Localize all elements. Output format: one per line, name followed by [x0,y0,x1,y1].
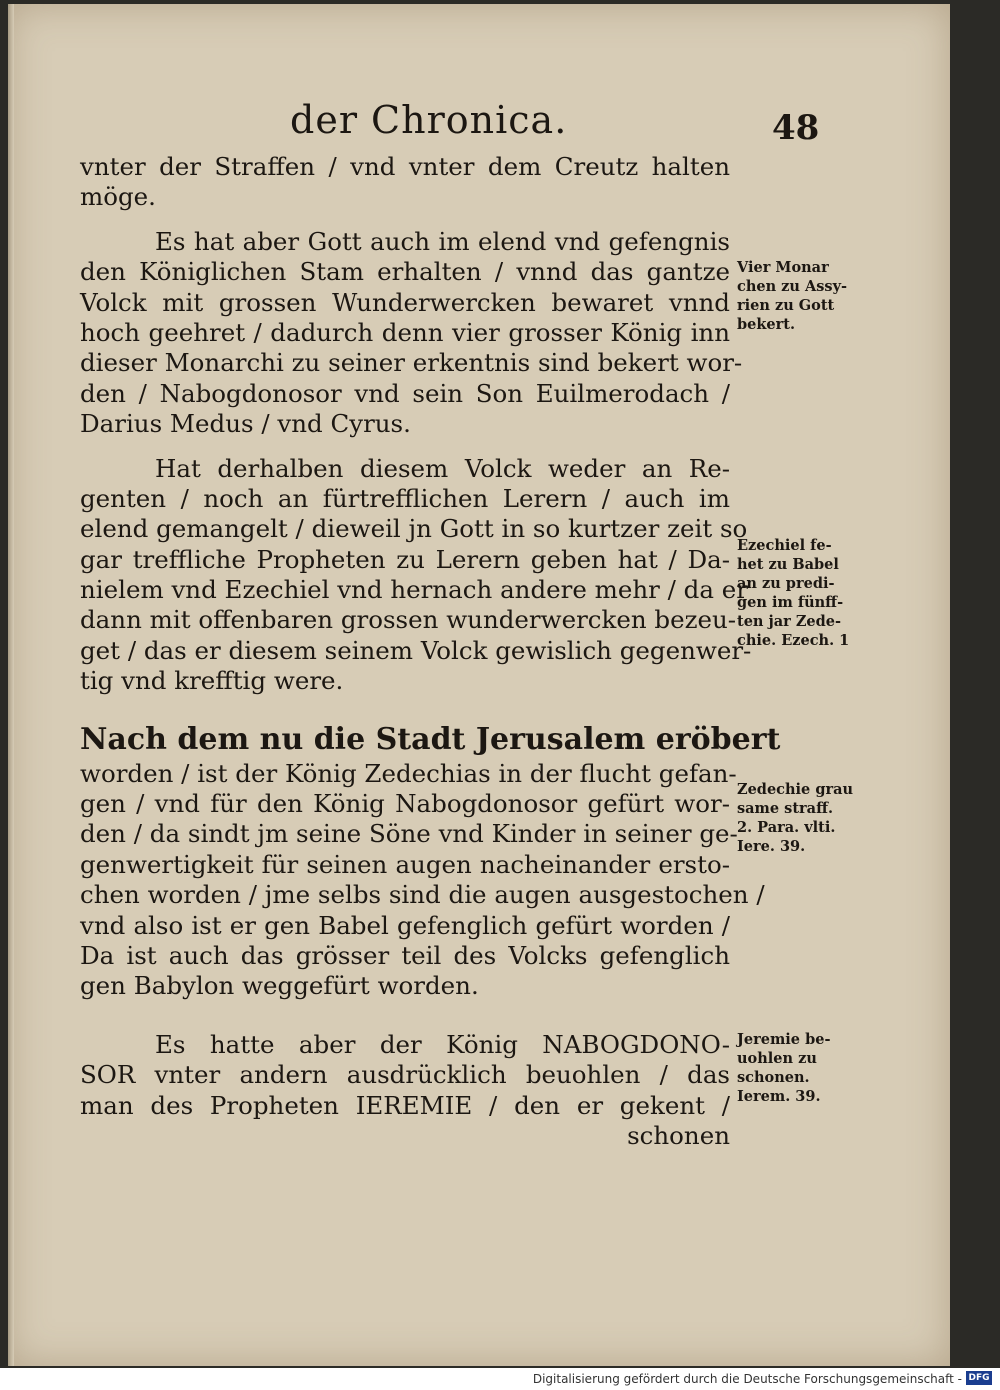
text-line: Es hat aber Gott auch im elend vnd gefengnis [155,226,730,256]
text-line: man des Propheten IEREMIE / den er gekent / [80,1090,730,1120]
text-line: nielem vnd Ezechiel vnd hernach andere mehr / da er [80,575,748,605]
text-line: vnter der Straffen / vnd vnter dem Creutz halten [80,152,730,181]
page-gutter-edge [8,4,14,1366]
marginal-note: Vier Monar chen zu Assy- rien zu Gott bekert. [737,259,848,333]
page-number: 48 [772,108,820,148]
text-line: elend gemangelt / dieweil jn Gott in so kurtzer zeit so [80,514,748,544]
funding-credit: Digitalisierung gefördert durch die Deutsche Forschungsgemeinschaft - [532,1372,962,1386]
text-line: den / Nabogdonosor vnd sein Son Euilmerodach / [80,378,730,408]
text-line: Hat derhalben diesem Volck weder an Re- [155,453,730,483]
running-head: der Chronica. [290,98,568,142]
text-line: SOR vnter andern ausdrücklich beuohlen / das [80,1060,730,1090]
section-heading-line: Nach dem nu die Stadt Jerusalem eröbert [80,721,781,757]
text-line: den / da sindt jm seine Söne vnd Kinder in seiner ge- [80,819,738,849]
text-line: Da ist auch das grösser teil des Volcks gefenglich [80,940,730,970]
main-text-block [80,152,781,1151]
text-line: gen Babylon weggefürt worden. [80,971,479,1001]
text-line: Darius Medus / vnd Cyrus. [80,409,411,439]
text-line: gen / vnd für den König Nabogdonosor gefürt wor- [80,789,730,819]
marginal-note: Jeremie be- uohlen zu schonen. Ierem. 39. [737,1031,831,1105]
text-line: genten / noch an fürtrefflichen Lerern / auch im [80,483,730,513]
marginal-note: Ezechiel fe- het zu Babel an zu predi- gen im fünff- ten jar Zede- chie. Ezech. 1 [737,537,850,649]
text-line: vnd also ist er gen Babel gefenglich gefürt worden / [80,910,730,940]
marginal-note: Zedechie grau same straff. 2. Para. vlti. Iere. 39. [737,781,854,855]
dfg-logo-icon: DFG [966,1371,992,1385]
text-line: worden / ist der König Zedechias in der flucht gefan- [80,758,737,788]
text-line: möge. [80,182,156,212]
text-line: dieser Monarchi zu seiner erkentnis sind bekert wor- [80,348,743,378]
text-line: Volck mit grossen Wunderwercken bewaret vnnd [80,287,730,317]
catchword: schonen [627,1120,730,1150]
text-line: genwertigkeit für seinen augen nacheinander ersto- [80,849,730,879]
text-line: chen worden / jme selbs sind die augen ausgestochen / [80,880,765,910]
text-line: gar treffliche Propheten zu Lerern geben hat / Da- [80,544,730,574]
text-line: dann mit offenbaren grossen wunderwercken bezeu- [80,605,737,635]
text-line: hoch geehret / dadurch denn vier grosser König inn [80,317,730,347]
text-line: den Königlichen Stam erhalten / vnnd das gantze [80,257,730,287]
text-line: tig vnd krefftig were. [80,666,344,696]
text-line: Es hatte aber der König NABOGDONO- [155,1029,730,1059]
text-line: get / das er diesem seinem Volck gewislich gegenwer- [80,635,752,665]
